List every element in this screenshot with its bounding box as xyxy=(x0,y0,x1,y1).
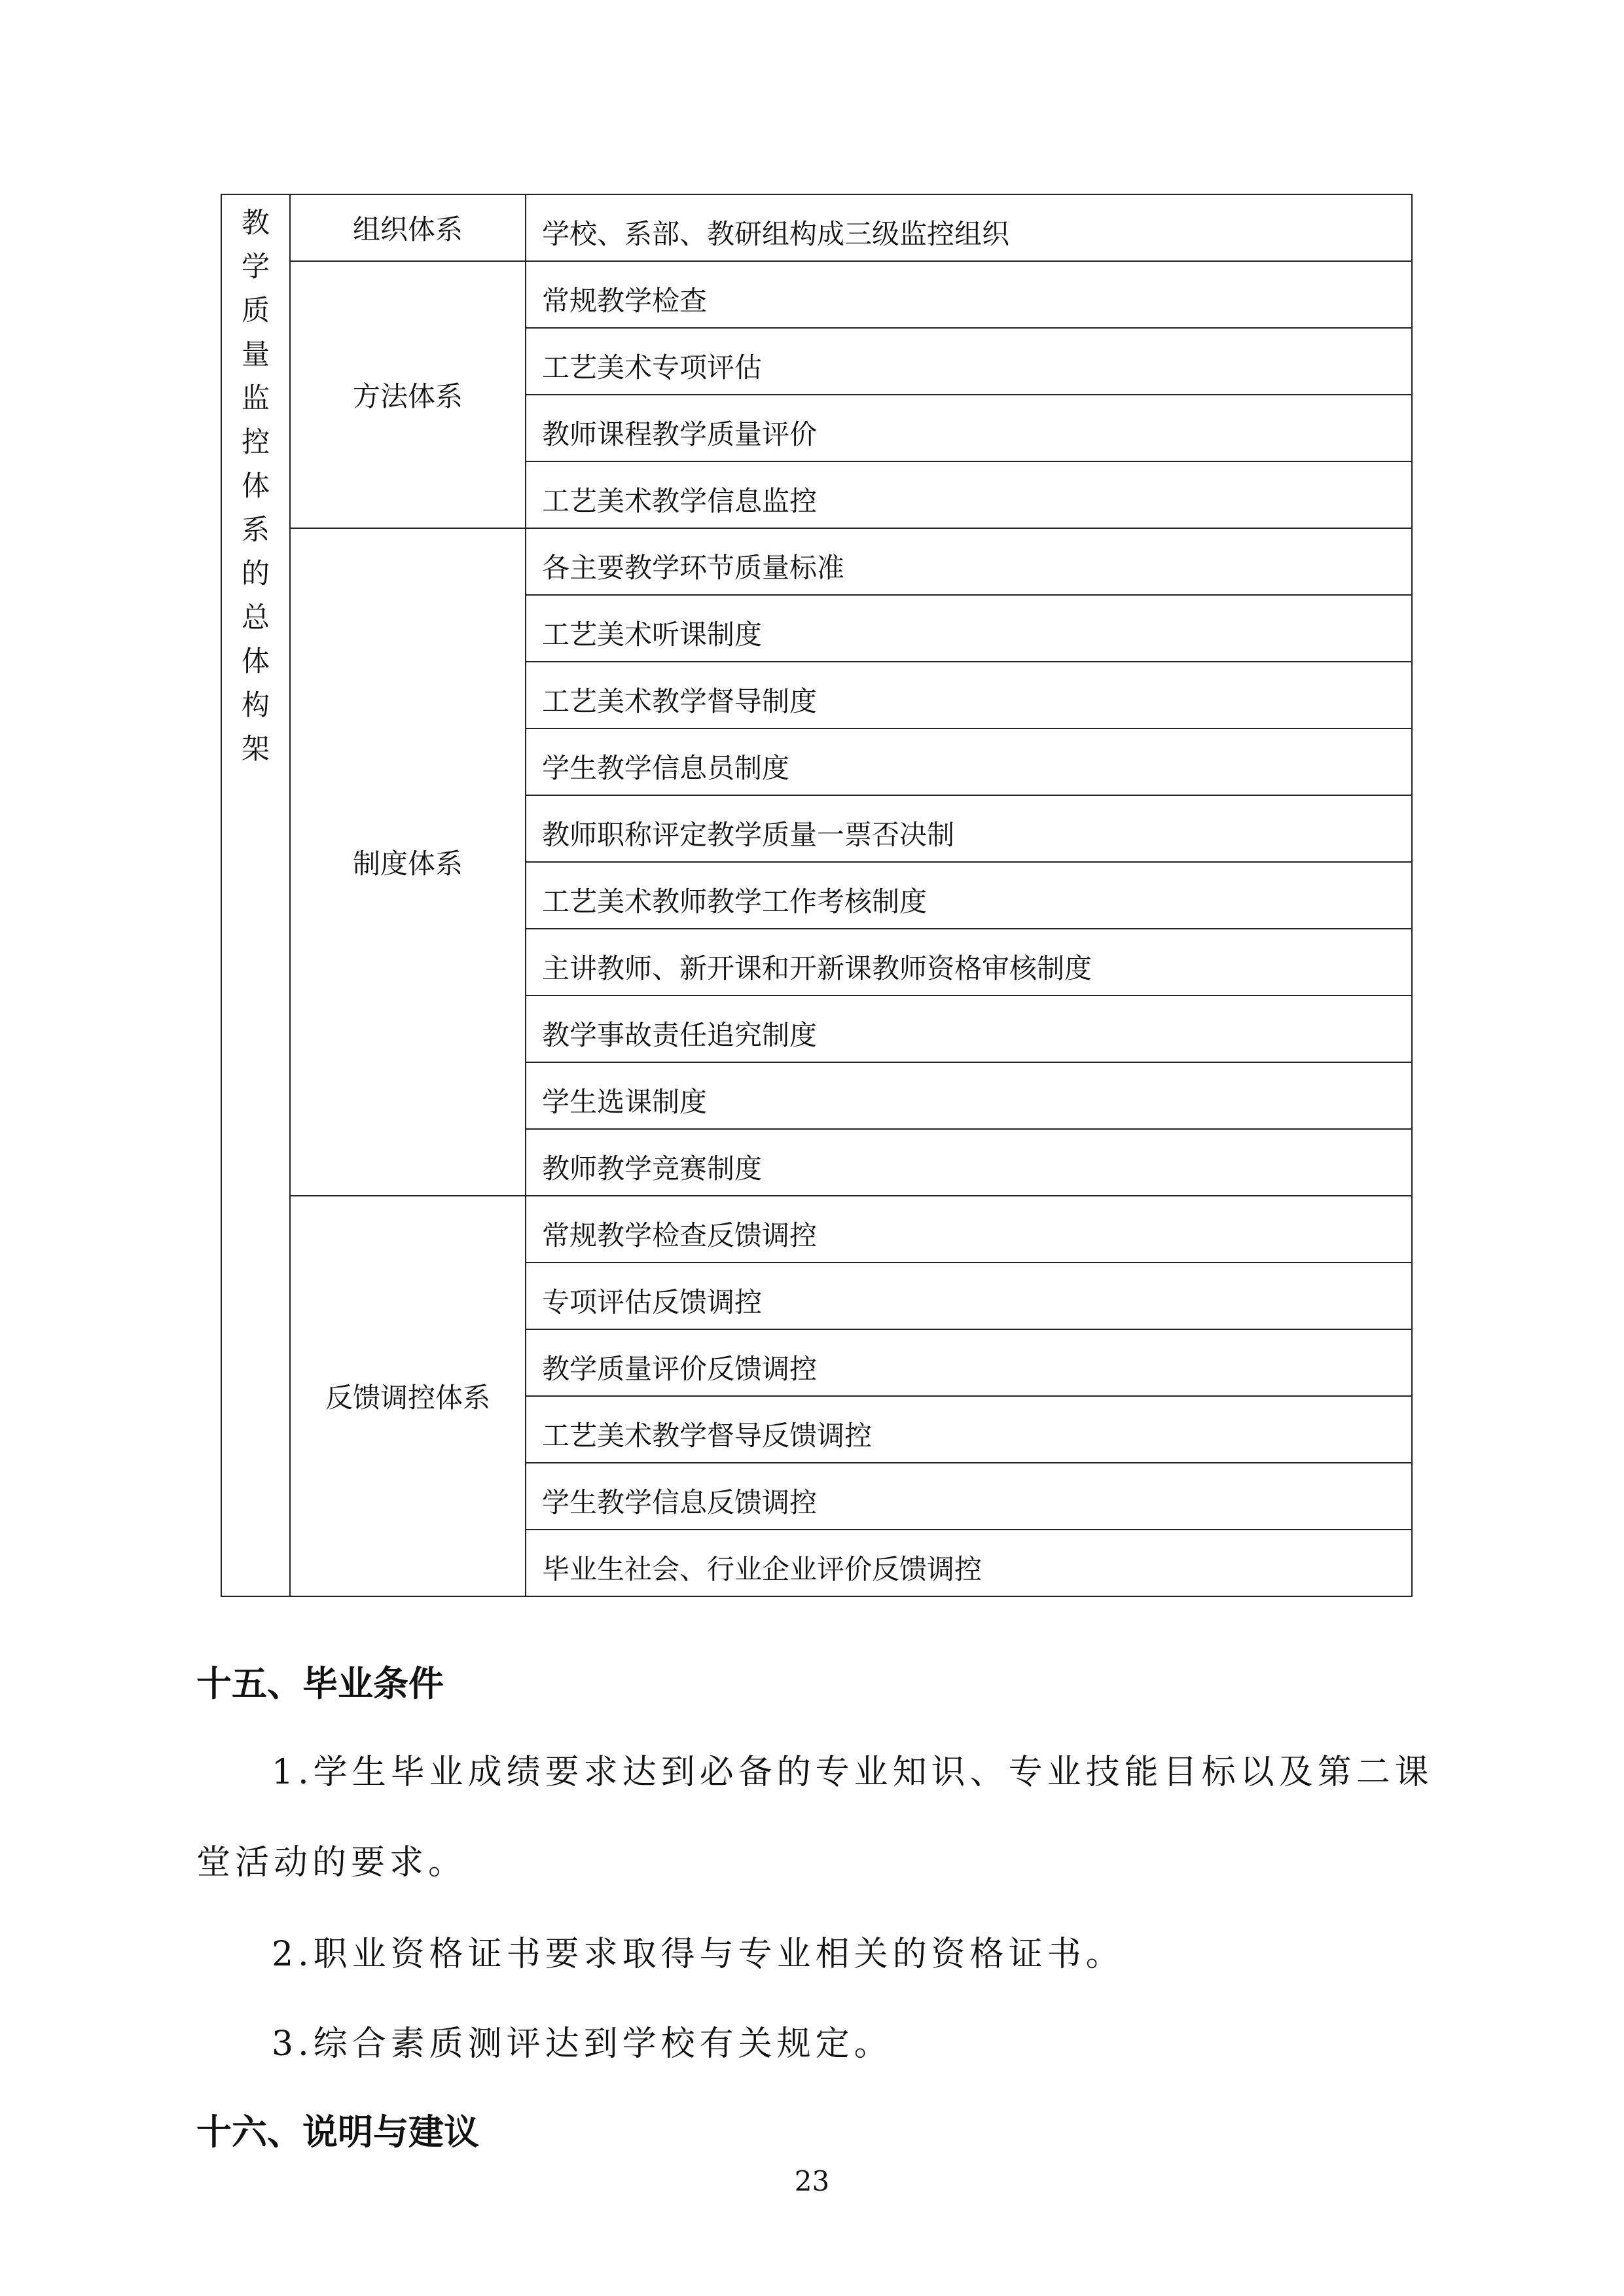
category-char: 质 xyxy=(242,295,270,327)
category-char: 构 xyxy=(242,689,270,722)
item-cell: 学生教学信息反馈调控 xyxy=(526,1463,1412,1530)
item-cell: 教师课程教学质量评价 xyxy=(526,395,1412,461)
category-cell xyxy=(221,194,290,1596)
item-cell: 学生选课制度 xyxy=(526,1062,1412,1129)
item-cell: 专项评估反馈调控 xyxy=(526,1263,1412,1329)
item-cell: 毕业生社会、行业企业评价反馈调控 xyxy=(526,1530,1412,1596)
category-char: 的 xyxy=(242,558,270,590)
item-cell: 教学质量评价反馈调控 xyxy=(526,1329,1412,1396)
category-char: 控 xyxy=(242,426,270,459)
item-cell: 工艺美术教学督导制度 xyxy=(526,662,1412,728)
category-char: 体 xyxy=(242,645,270,678)
item-cell: 学校、系部、教研组构成三级监控组织 xyxy=(526,194,1412,261)
graduation-condition-2: 2.职业资格证书要求取得与专业相关的资格证书。 xyxy=(272,1935,1125,1974)
item-cell: 工艺美术听课制度 xyxy=(526,595,1412,662)
section-15-heading: 十五、毕业条件 xyxy=(196,1663,444,1704)
item-cell: 工艺美术教师教学工作考核制度 xyxy=(526,862,1412,929)
item-cell: 学生教学信息员制度 xyxy=(526,728,1412,795)
quality-monitoring-table xyxy=(221,194,1413,1597)
item-cell: 教学事故责任追究制度 xyxy=(526,996,1412,1062)
subsystem-cell: 方法体系 xyxy=(290,261,526,528)
item-cell: 教师教学竞赛制度 xyxy=(526,1129,1412,1196)
graduation-condition-3: 3.综合素质测评达到学校有关规定。 xyxy=(272,2024,893,2064)
category-char: 架 xyxy=(242,733,270,766)
table-row xyxy=(221,261,1412,328)
category-char: 体 xyxy=(242,470,270,503)
subsystem-cell: 制度体系 xyxy=(290,528,526,1196)
category-char: 总 xyxy=(242,601,270,634)
category-char: 量 xyxy=(242,338,270,371)
subsystem-cell: 组织体系 xyxy=(290,194,526,261)
category-char: 监 xyxy=(242,382,270,415)
section-16-heading: 十六、说明与建议 xyxy=(196,2111,479,2153)
category-char: 学 xyxy=(242,251,270,283)
page-number: 23 xyxy=(794,2165,830,2197)
graduation-condition-1-line2: 堂活动的要求。 xyxy=(196,1843,467,1882)
item-cell: 常规教学检查反馈调控 xyxy=(526,1196,1412,1263)
table-row xyxy=(221,194,1412,261)
graduation-condition-1-line1: 1.学生毕业成绩要求达到必备的专业知识、专业技能目标以及第二课 xyxy=(272,1753,1434,1792)
item-cell: 各主要教学环节质量标准 xyxy=(526,528,1412,595)
item-cell: 常规教学检查 xyxy=(526,261,1412,328)
item-cell: 教师职称评定教学质量一票否决制 xyxy=(526,795,1412,862)
category-char: 系 xyxy=(242,514,270,547)
item-cell: 工艺美术专项评估 xyxy=(526,328,1412,395)
table-row xyxy=(221,1196,1412,1263)
item-cell: 工艺美术教学督导反馈调控 xyxy=(526,1396,1412,1463)
table-row xyxy=(221,528,1412,595)
item-cell: 主讲教师、新开课和开新课教师资格审核制度 xyxy=(526,929,1412,996)
subsystem-cell: 反馈调控体系 xyxy=(290,1196,526,1596)
category-char: 教 xyxy=(242,207,270,240)
item-cell: 工艺美术教学信息监控 xyxy=(526,461,1412,528)
